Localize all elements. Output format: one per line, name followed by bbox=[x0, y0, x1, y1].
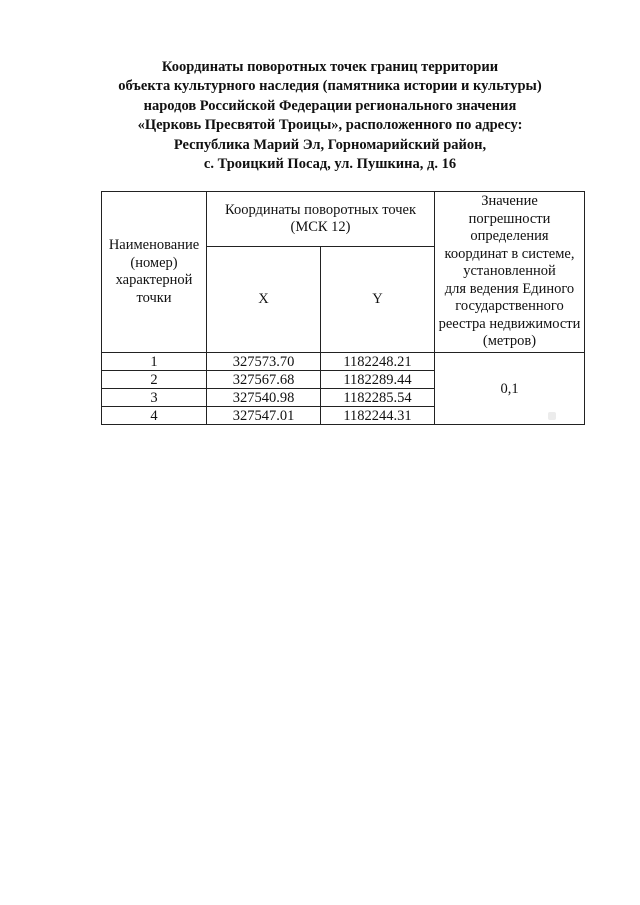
cell-point-number: 2 bbox=[102, 371, 207, 389]
header-y: Y bbox=[321, 247, 435, 353]
cell-x: 327573.70 bbox=[207, 353, 321, 371]
title-line-6: с. Троицкий Посад, ул. Пушкина, д. 16 bbox=[203, 156, 457, 173]
title-line-5: Республика Марий Эл, Горномарийский район, bbox=[173, 136, 487, 153]
cell-accuracy-value: 0,1 bbox=[435, 353, 585, 425]
header-x: X bbox=[207, 247, 321, 353]
cell-x: 327567.68 bbox=[207, 371, 321, 389]
coordinates-table bbox=[101, 191, 585, 425]
cell-point-number: 1 bbox=[102, 353, 207, 371]
cell-y: 1182248.21 bbox=[321, 353, 435, 371]
table-header-row bbox=[102, 192, 585, 247]
cell-x: 327547.01 bbox=[207, 407, 321, 425]
cell-point-number: 3 bbox=[102, 389, 207, 407]
header-coordinates: Координаты поворотных точек (МСК 12) bbox=[207, 192, 435, 247]
title-line-2: объекта культурного наследия (памятника истории и культуры) bbox=[118, 78, 542, 95]
cell-point-number: 4 bbox=[102, 407, 207, 425]
scan-artifact bbox=[548, 412, 556, 420]
header-point-name: Наименование (номер) характерной точки bbox=[102, 192, 207, 353]
cell-x: 327540.98 bbox=[207, 389, 321, 407]
cell-y: 1182285.54 bbox=[321, 389, 435, 407]
cell-y: 1182289.44 bbox=[321, 371, 435, 389]
cell-y: 1182244.31 bbox=[321, 407, 435, 425]
document-title bbox=[60, 58, 600, 174]
header-accuracy: Значение погрешности определения координат в системе, установленной для ведения Единого государственного реестра недвижимости (метров) bbox=[435, 192, 585, 353]
title-line-3: народов Российской Федерации регионального значения bbox=[143, 97, 517, 114]
title-line-4: «Церковь Пресвятой Троицы», расположенного по адресу: bbox=[137, 117, 523, 134]
table-row bbox=[102, 353, 585, 371]
title-line-1: Координаты поворотных точек границ территории bbox=[161, 59, 499, 75]
